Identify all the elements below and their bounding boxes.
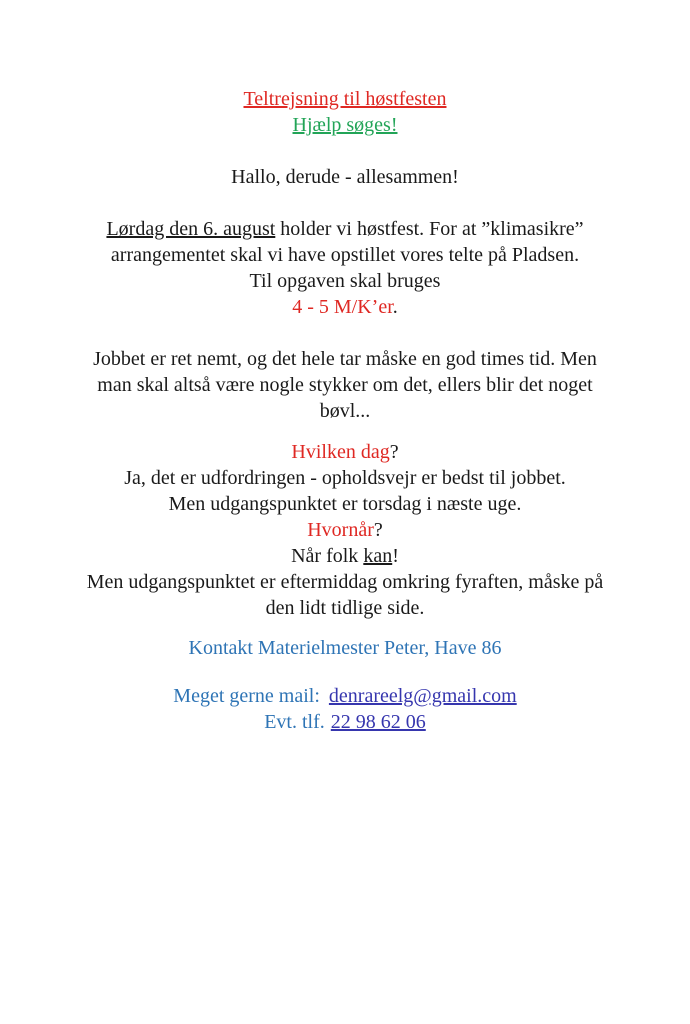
email-link[interactable]: denrareelg@gmail.com bbox=[328, 685, 517, 707]
flyer-title: Teltrejsning til høstfesten bbox=[243, 88, 447, 110]
phone-label: Evt. tlf. bbox=[264, 711, 325, 733]
intro-line-4 bbox=[0, 294, 690, 320]
answer-time-post: ! bbox=[392, 545, 399, 567]
intro-line-3: Til opgaven skal bruges bbox=[249, 270, 441, 292]
schedule-answer-day-1: Ja, det er udfordringen - opholdsvejr er bedst til jobbet. bbox=[124, 467, 566, 489]
intro-line-1 bbox=[0, 216, 690, 242]
schedule-answer-time bbox=[0, 543, 690, 569]
contact-paragraph bbox=[0, 635, 690, 661]
flyer-subtitle: Hjælp søges! bbox=[292, 114, 398, 136]
schedule-answer-time-2: Men udgangspunktet er eftermiddag omkring fyraften, måske på bbox=[86, 571, 604, 593]
greeting-text: Hallo, derude - allesammen! bbox=[231, 166, 459, 188]
flyer-header bbox=[0, 86, 690, 138]
intro-line-1-rest: holder vi høstfest. For at ”klimasikre” bbox=[275, 218, 584, 240]
contact-mail-line bbox=[0, 683, 690, 709]
intro-line-2: arrangementet skal vi have opstillet vores telte på Pladsen. bbox=[110, 244, 580, 266]
schedule-answer-day-2: Men udgangspunktet er torsdag i næste uge. bbox=[168, 493, 522, 515]
mail-label: Meget gerne mail: bbox=[173, 685, 320, 707]
question-time-mark: ? bbox=[373, 519, 383, 541]
question-day-text: Hvilken dag bbox=[291, 441, 390, 463]
contact-details bbox=[0, 683, 690, 735]
schedule-answer-time-3: den lidt tidlige side. bbox=[265, 597, 425, 619]
job-line-2: man skal altså være nogle stykker om det, ellers blir det noget bbox=[97, 374, 593, 396]
answer-time-emphasis: kan bbox=[363, 545, 393, 567]
job-line-3: bøvl... bbox=[319, 400, 371, 422]
answer-time-pre: Når folk bbox=[291, 545, 364, 567]
schedule-paragraph bbox=[0, 439, 690, 621]
question-day-mark: ? bbox=[389, 441, 399, 463]
intro-paragraph bbox=[0, 216, 690, 320]
contact-person: Kontakt Materielmester Peter, Have 86 bbox=[188, 637, 502, 659]
helpers-needed-period: . bbox=[392, 296, 398, 318]
contact-phone-line bbox=[0, 709, 690, 735]
schedule-question-time bbox=[0, 517, 690, 543]
job-paragraph bbox=[0, 346, 690, 424]
event-date: Lørdag den 6. august bbox=[106, 218, 276, 240]
phone-link[interactable]: 22 98 62 06 bbox=[330, 711, 426, 733]
greeting-paragraph bbox=[0, 164, 690, 190]
schedule-question-day bbox=[0, 439, 690, 465]
job-line-1: Jobbet er ret nemt, og det hele tar måske en god times tid. Men bbox=[93, 348, 597, 370]
question-time-text: Hvornår bbox=[307, 519, 374, 541]
helpers-needed-count: 4 - 5 M/K’er bbox=[292, 296, 393, 318]
